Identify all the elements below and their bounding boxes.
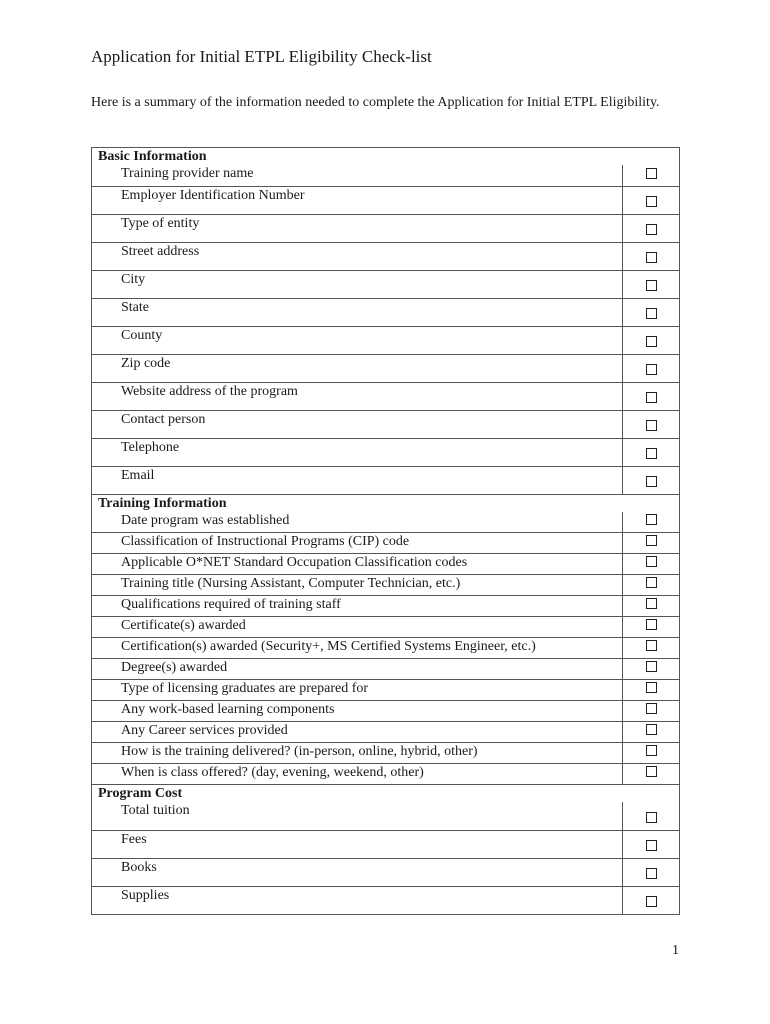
checkbox[interactable] bbox=[646, 420, 657, 431]
checkbox-cell bbox=[623, 214, 680, 242]
checkbox[interactable] bbox=[646, 812, 657, 823]
checkbox-cell bbox=[623, 242, 680, 270]
checkbox-cell bbox=[623, 186, 680, 214]
checkbox-cell bbox=[623, 617, 680, 638]
checklist-item-label: Applicable O*NET Standard Occupation Classification codes bbox=[92, 554, 623, 575]
checkbox[interactable] bbox=[646, 168, 657, 179]
section-heading: Program Cost bbox=[92, 785, 680, 803]
checkbox[interactable] bbox=[646, 514, 657, 525]
checklist-item-label: When is class offered? (day, evening, weekend, other) bbox=[92, 764, 623, 785]
checklist-row bbox=[92, 830, 680, 858]
checklist-row bbox=[92, 596, 680, 617]
checkbox-cell bbox=[623, 830, 680, 858]
checklist-row bbox=[92, 186, 680, 214]
section-header-row bbox=[92, 494, 680, 512]
checkbox-cell bbox=[623, 298, 680, 326]
checklist-item-label: Total tuition bbox=[92, 802, 623, 830]
checklist-row bbox=[92, 438, 680, 466]
checklist-row bbox=[92, 533, 680, 554]
checklist-item-label: Employer Identification Number bbox=[92, 186, 623, 214]
checklist-item-label: Any work-based learning components bbox=[92, 701, 623, 722]
checkbox-cell bbox=[623, 764, 680, 785]
checklist-item-label: Website address of the program bbox=[92, 382, 623, 410]
checkbox[interactable] bbox=[646, 280, 657, 291]
checkbox[interactable] bbox=[646, 703, 657, 714]
checkbox[interactable] bbox=[646, 896, 657, 907]
checklist-row bbox=[92, 617, 680, 638]
checkbox-cell bbox=[623, 802, 680, 830]
checklist-item-label: Fees bbox=[92, 830, 623, 858]
checkbox-cell bbox=[623, 533, 680, 554]
checklist-row bbox=[92, 722, 680, 743]
checklist-item-label: How is the training delivered? (in-person, online, hybrid, other) bbox=[92, 743, 623, 764]
checkbox-cell bbox=[623, 270, 680, 298]
checkbox-cell bbox=[623, 701, 680, 722]
checklist-row bbox=[92, 743, 680, 764]
checklist-row bbox=[92, 165, 680, 186]
checklist-row bbox=[92, 659, 680, 680]
checkbox-cell bbox=[623, 326, 680, 354]
checkbox-cell bbox=[623, 886, 680, 914]
checklist-item-label: State bbox=[92, 298, 623, 326]
checklist-row bbox=[92, 382, 680, 410]
checkbox-cell bbox=[623, 743, 680, 764]
checkbox[interactable] bbox=[646, 448, 657, 459]
checkbox[interactable] bbox=[646, 196, 657, 207]
checkbox[interactable] bbox=[646, 252, 657, 263]
section-header-row bbox=[92, 785, 680, 803]
checklist-row bbox=[92, 554, 680, 575]
checkbox[interactable] bbox=[646, 619, 657, 630]
checkbox-cell bbox=[623, 659, 680, 680]
checklist-item-label: County bbox=[92, 326, 623, 354]
checkbox-cell bbox=[623, 680, 680, 701]
checklist-item-label: City bbox=[92, 270, 623, 298]
checklist-row bbox=[92, 512, 680, 533]
checkbox-cell bbox=[623, 354, 680, 382]
checklist-item-label: Date program was established bbox=[92, 512, 623, 533]
section-header-row bbox=[92, 148, 680, 166]
checklist-item-label: Type of entity bbox=[92, 214, 623, 242]
checkbox-cell bbox=[623, 638, 680, 659]
checklist-row bbox=[92, 764, 680, 785]
checkbox[interactable] bbox=[646, 598, 657, 609]
checklist-row bbox=[92, 802, 680, 830]
checklist-item-label: Type of licensing graduates are prepared for bbox=[92, 680, 623, 701]
checklist-item-label: Books bbox=[92, 858, 623, 886]
checkbox[interactable] bbox=[646, 577, 657, 588]
checklist-table bbox=[91, 147, 680, 915]
checkbox-cell bbox=[623, 410, 680, 438]
checkbox[interactable] bbox=[646, 336, 657, 347]
checklist-row bbox=[92, 270, 680, 298]
checklist-row bbox=[92, 638, 680, 659]
checkbox[interactable] bbox=[646, 745, 657, 756]
checkbox[interactable] bbox=[646, 476, 657, 487]
checkbox[interactable] bbox=[646, 224, 657, 235]
checkbox-cell bbox=[623, 858, 680, 886]
checkbox[interactable] bbox=[646, 556, 657, 567]
checkbox[interactable] bbox=[646, 661, 657, 672]
checkbox[interactable] bbox=[646, 308, 657, 319]
checklist-item-label: Degree(s) awarded bbox=[92, 659, 623, 680]
checkbox[interactable] bbox=[646, 868, 657, 879]
checklist-row bbox=[92, 214, 680, 242]
checklist-item-label: Classification of Instructional Programs (CIP) code bbox=[92, 533, 623, 554]
checklist-row bbox=[92, 410, 680, 438]
checkbox-cell bbox=[623, 165, 680, 186]
page-number: 1 bbox=[672, 943, 679, 958]
page-title: Application for Initial ETPL Eligibility Check-list bbox=[91, 47, 432, 66]
checklist-row bbox=[92, 242, 680, 270]
checklist-row bbox=[92, 886, 680, 914]
checklist-row bbox=[92, 354, 680, 382]
checklist-row bbox=[92, 858, 680, 886]
checkbox-cell bbox=[623, 596, 680, 617]
section-heading: Basic Information bbox=[92, 148, 680, 166]
checklist-row bbox=[92, 680, 680, 701]
checklist-item-label: Training provider name bbox=[92, 165, 623, 186]
checkbox[interactable] bbox=[646, 535, 657, 546]
checklist-row bbox=[92, 575, 680, 596]
checkbox[interactable] bbox=[646, 364, 657, 375]
checkbox[interactable] bbox=[646, 682, 657, 693]
checklist-item-label: Training title (Nursing Assistant, Computer Technician, etc.) bbox=[92, 575, 623, 596]
checklist-row bbox=[92, 466, 680, 494]
checkbox[interactable] bbox=[646, 724, 657, 735]
checklist-item-label: Certification(s) awarded (Security+, MS Certified Systems Engineer, etc.) bbox=[92, 638, 623, 659]
checkbox-cell bbox=[623, 466, 680, 494]
checkbox[interactable] bbox=[646, 840, 657, 851]
checklist-item-label: Qualifications required of training staff bbox=[92, 596, 623, 617]
checklist-item-label: Zip code bbox=[92, 354, 623, 382]
checkbox-cell bbox=[623, 575, 680, 596]
section-heading: Training Information bbox=[92, 494, 680, 512]
checklist-item-label: Certificate(s) awarded bbox=[92, 617, 623, 638]
intro-paragraph: Here is a summary of the information needed to complete the Application for Initial ETPL Eligibility. bbox=[91, 95, 660, 110]
checklist-item-label: Supplies bbox=[92, 886, 623, 914]
checkbox[interactable] bbox=[646, 392, 657, 403]
checklist-item-label: Street address bbox=[92, 242, 623, 270]
checkbox-cell bbox=[623, 512, 680, 533]
checkbox-cell bbox=[623, 722, 680, 743]
checkbox-cell bbox=[623, 554, 680, 575]
checklist-row bbox=[92, 298, 680, 326]
checkbox[interactable] bbox=[646, 640, 657, 651]
checklist-item-label: Telephone bbox=[92, 438, 623, 466]
checklist-item-label: Email bbox=[92, 466, 623, 494]
checkbox-cell bbox=[623, 438, 680, 466]
checklist-row bbox=[92, 326, 680, 354]
checkbox[interactable] bbox=[646, 766, 657, 777]
checklist-row bbox=[92, 701, 680, 722]
checkbox-cell bbox=[623, 382, 680, 410]
checklist-item-label: Contact person bbox=[92, 410, 623, 438]
checklist-item-label: Any Career services provided bbox=[92, 722, 623, 743]
